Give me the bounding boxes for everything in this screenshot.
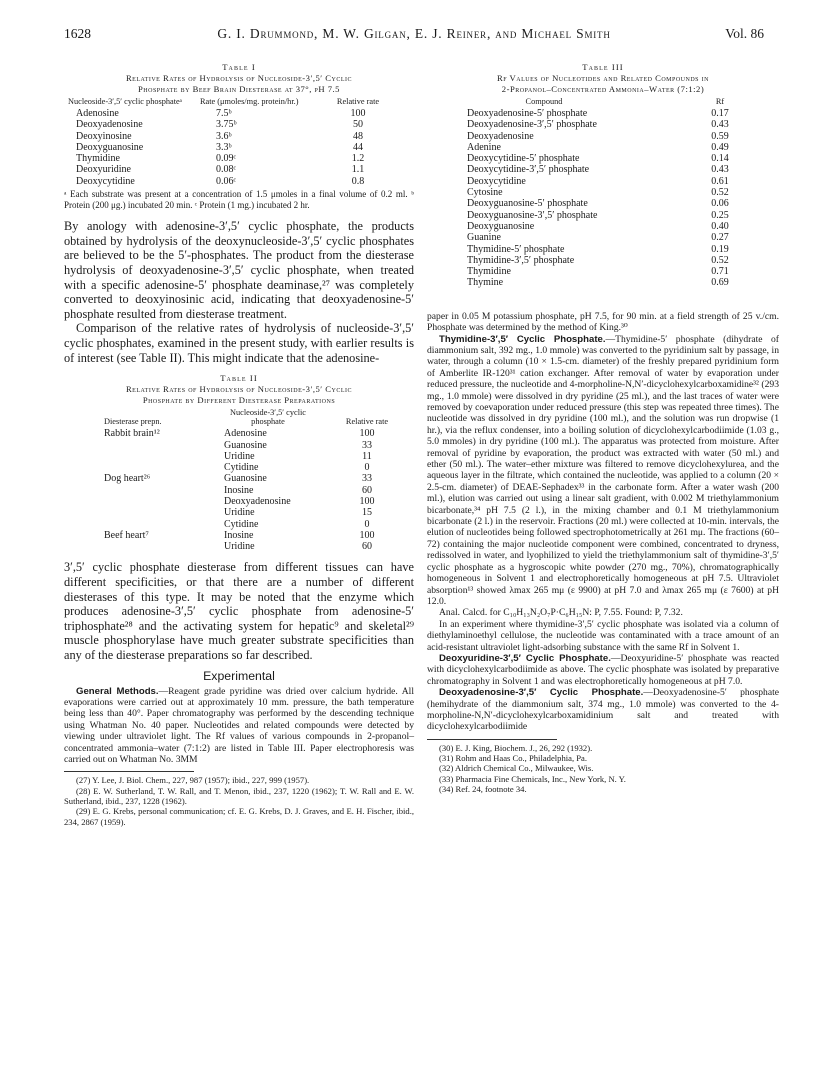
footnote-31: (31) Rohm and Haas Co., Philadelphia, Pa. xyxy=(439,753,587,764)
table-2-col-relative: Relative rate xyxy=(345,417,389,427)
table-cell: 100 xyxy=(359,529,375,541)
table-cell: Deoxyguanosine xyxy=(76,141,144,153)
footnote-divider xyxy=(64,771,194,772)
table-cell: 0.40 xyxy=(711,220,729,232)
table-row xyxy=(64,428,414,439)
table-cell: 100 xyxy=(359,428,375,440)
table-cell: Thymidine-5′ phosphate xyxy=(467,243,565,255)
table-cell: Deoxyuridine xyxy=(76,164,131,176)
table-cell xyxy=(64,440,216,451)
table-cell: 3.6ᵇ xyxy=(216,130,232,142)
table-row xyxy=(64,462,414,473)
table-row xyxy=(64,119,414,130)
footnote-divider xyxy=(427,739,557,740)
table-cell: Cytosine xyxy=(467,187,503,199)
table-cell: 0 xyxy=(364,462,370,474)
table-cell: 0.71 xyxy=(711,266,729,278)
page-number: 1628 xyxy=(64,26,91,41)
table-2 xyxy=(64,373,414,552)
table-3-grid xyxy=(427,97,779,289)
table-cell: 0.17 xyxy=(711,108,729,119)
table-cell: 0.43 xyxy=(711,119,729,131)
volume-label: Vol. 86 xyxy=(725,26,764,41)
table-cell: 0.08ᶜ xyxy=(216,164,237,176)
thymidine-heading: Thymidine-3′,5′ Cyclic Phosphate. xyxy=(439,333,606,345)
table-cell xyxy=(64,485,216,496)
paragraph-deoxyadenosine xyxy=(427,687,779,733)
table-cell: 0.06ᶜ xyxy=(216,175,237,187)
table-1-grid xyxy=(64,97,414,187)
table-row xyxy=(427,277,779,288)
paragraph-comparison: Comparison of the relative rates of hydrolysis of nucleoside-3′,5′ cyclic phosphates, examined in the present study, with earlier results is of interest (see Table II). This might indicate that the adenosine- xyxy=(64,321,414,365)
table-cell: 0.61 xyxy=(711,175,729,187)
experimental-continued xyxy=(427,311,779,733)
table-cell: Adenosine xyxy=(76,108,119,119)
table-cell xyxy=(64,451,216,462)
table-3-title xyxy=(427,73,779,95)
right-column xyxy=(427,62,779,794)
table-cell: 0.69 xyxy=(711,277,729,289)
table-row xyxy=(427,176,779,187)
table-row xyxy=(64,153,414,164)
table-cell: 48 xyxy=(353,130,363,142)
table-row xyxy=(427,244,779,255)
table-cell: 33 xyxy=(362,439,372,451)
table-1-title-line-1: Relative Rates of Hydrolysis of Nucleoside-3′,5′ Cyclic xyxy=(125,73,353,83)
table-cell: 0.27 xyxy=(711,232,729,244)
table-cell: 44 xyxy=(353,141,363,153)
table-1-col-nucleoside: Nucleoside-3′,5′ cyclic phosphateᵃ xyxy=(68,97,182,106)
table-cell: Deoxycytidine-5′ phosphate xyxy=(467,153,580,165)
table-cell: Deoxyguanosine xyxy=(467,220,535,232)
table-cell: 33 xyxy=(362,473,372,485)
table-cell: Dog heart²⁶ xyxy=(104,473,151,485)
table-cell: 1.1 xyxy=(351,164,365,176)
table-row xyxy=(64,496,414,507)
table-row xyxy=(64,530,414,541)
table-row xyxy=(427,142,779,153)
table-cell: Cytidine xyxy=(224,462,259,474)
table-cell: 100 xyxy=(359,495,375,507)
table-1-title-line-2: Phosphate by Beef Brain Diesterase at 37°, pH 7.5 xyxy=(138,84,340,94)
table-row xyxy=(427,187,779,198)
table-row xyxy=(427,164,779,175)
table-cell: 11 xyxy=(362,450,372,462)
table-3-caption: Table III xyxy=(582,62,624,72)
table-row xyxy=(427,266,779,277)
table-row xyxy=(64,440,414,451)
table-cell xyxy=(64,507,216,518)
deoxyadenosine-heading: Deoxyadenosine-3′,5′ Cyclic Phosphate. xyxy=(439,687,644,699)
table-row xyxy=(64,473,414,484)
table-1-title xyxy=(64,73,414,95)
table-cell: 0.52 xyxy=(711,254,729,266)
deoxyuridine-text: —Deoxyuridine-5′ phosphate was reacted with dicyclohexylcarbodiimide as above. The cyclic phosphate was isolated by preparative chromatography in Solvent 1 and was electrophoretically homogeneous at pH 7.0. xyxy=(427,652,779,687)
table-cell: 0.8 xyxy=(351,175,365,187)
table-row xyxy=(427,119,779,130)
table-row xyxy=(427,210,779,221)
table-cell: 100 xyxy=(350,108,366,119)
table-cell: 50 xyxy=(353,119,363,131)
table-cell: 3.75ᵇ xyxy=(216,119,237,131)
table-2-title-line-1: Relative Rates of Hydrolysis of Nucleoside-3′,5′ Cyclic xyxy=(125,384,353,395)
table-1-col-relative: Relative rate xyxy=(336,97,380,106)
section-heading-experimental: Experimental xyxy=(203,668,275,683)
table-cell: Deoxyadenosine-3′,5′ phosphate xyxy=(467,119,597,131)
table-2-col-nucleoside: Nucleoside-3′,5′ cyclic phosphate xyxy=(230,408,306,427)
table-2-col-prepn: Diesterase prepn. xyxy=(104,417,162,427)
table-cell: 0.09ᶜ xyxy=(216,153,237,165)
running-head xyxy=(64,26,764,44)
table-3 xyxy=(427,62,779,289)
table-cell: Deoxycytidine xyxy=(467,175,526,187)
table-row xyxy=(427,221,779,232)
footnote-28: (28) E. W. Sutherland, T. W. Rall, and T. Menon, ibid., 237, 1220 (1962); T. W. Rall and E. W. Sutherland, ibid., 237, 1228 (1962). xyxy=(64,785,414,807)
table-cell: 0.25 xyxy=(711,209,729,221)
table-cell xyxy=(64,519,216,530)
table-cell: 0.14 xyxy=(711,153,729,165)
paragraph-deoxyuridine xyxy=(427,653,779,687)
left-footnotes xyxy=(64,775,414,826)
table-cell: Thymidine xyxy=(76,153,120,165)
table-cell: 60 xyxy=(362,484,372,496)
table-cell xyxy=(64,541,216,552)
table-cell: Uridine xyxy=(224,507,255,519)
table-row xyxy=(427,108,779,119)
table-cell: 0.06 xyxy=(711,198,729,210)
footnote-34: (34) Ref. 24, footnote 34. xyxy=(439,783,527,794)
table-2-title-line-2: Phosphate by Different Diesterase Preparations xyxy=(142,395,336,406)
table-cell: 7.5ᵇ xyxy=(216,108,232,119)
table-2-caption: Table II xyxy=(220,373,258,384)
table-cell: Uridine xyxy=(224,541,255,553)
deoxyuridine-heading: Deoxyuridine-3′,5′ Cyclic Phosphate. xyxy=(439,652,611,664)
general-methods-text: —Reagent grade pyridine was dried over calcium hydride. All evaporations were carried out at approximately 10 mm. pressure, the bath temperature being less than 40°. Paper chromatography was performed by the descending technique using Whatman No. 40 paper. Nucleotides and related compounds were detected by viewing under ultraviolet light. The Rf values of various compounds in 2-propanol–concentrated ammonia–water (7:1:2) are listed in Table III. Paper electrophoresis was carried out on Whatman No. 3MM xyxy=(64,685,415,766)
table-cell: Deoxyadenosine xyxy=(467,130,534,142)
table-cell: 0.19 xyxy=(711,243,729,255)
table-row xyxy=(64,108,414,119)
table-cell: Uridine xyxy=(224,450,255,462)
table-cell: 0.43 xyxy=(711,164,729,176)
table-row xyxy=(427,198,779,209)
table-cell xyxy=(64,496,216,507)
footnote-27: (27) Y. Lee, J. Biol. Chem., 227, 987 (1957); ibid., 227, 999 (1957). xyxy=(76,775,310,786)
paragraph-specificities: 3′,5′ cyclic phosphate diesterase from different tissues can have different specificities, or that there are a number of different diesterases of this type. It may be noted that the enzyme which produces adenosine-3′,5′ cyclic phosphate from adenosine-5′ triphosphate²⁸ and the activating system for hepatic⁹ and skeletal²⁹ muscle phosphorylase have much greater substrate specificities than any of the diesterase preparations so far described. xyxy=(64,560,414,663)
table-row xyxy=(427,232,779,243)
table-1-col-rate: Rate (μmoles/mg. protein/hr.) xyxy=(200,97,299,106)
table-row xyxy=(64,485,414,496)
table-cell: Deoxyadenosine xyxy=(76,119,143,131)
table-cell: Guanosine xyxy=(224,439,267,451)
running-head-authors: G. I. Drummond, M. W. Gilgan, E. J. Reiner, and Michael Smith xyxy=(217,26,611,41)
table-cell: Thymine xyxy=(467,277,504,289)
table-cell: Deoxyinosine xyxy=(76,130,132,142)
table-row xyxy=(427,255,779,266)
paragraph-products: By anology with adenosine-3′,5′ cyclic phosphate, the products obtained by hydrolysis of the deoxynucleoside-3′,5′ cyclic phosphates are believed to be the 5′-phosphates. The product from the diesterase hydrolysis of deoxyadenosine-3′,5′ cyclic phosphate, when treated with a specific adenosine-5′ phosphate deaminase,²⁷ was completely converted to deoxyinosinic acid, indicating that deoxyadenosine-5′ phosphate resulted from diesterase treatment. xyxy=(64,219,414,321)
table-cell: 60 xyxy=(362,541,372,553)
table-cell: Deoxycytidine xyxy=(76,175,135,187)
left-column xyxy=(64,62,414,827)
table-row xyxy=(64,451,414,462)
table-cell: 15 xyxy=(362,507,372,519)
table-3-col-compound: Compound xyxy=(525,97,563,106)
table-cell: Inosine xyxy=(224,529,254,541)
footnote-29: (29) E. G. Krebs, personal communication; cf. E. G. Krebs, D. J. Graves, and E. H. Fischer, ibid., 234, 2867 (1959). xyxy=(64,806,414,827)
general-methods-heading: General Methods. xyxy=(76,685,159,697)
table-cell: Deoxyguanosine-3′,5′ phosphate xyxy=(467,209,598,221)
table-2-grid xyxy=(64,408,414,552)
table-cell: Inosine xyxy=(224,484,254,496)
table-1 xyxy=(64,62,414,210)
footnote-33: (33) Pharmacia Fine Chemicals, Inc., New York, N. Y. xyxy=(439,773,626,784)
table-row xyxy=(64,142,414,153)
table-cell: Deoxyguanosine-5′ phosphate xyxy=(467,198,588,210)
table-cell: Guanosine xyxy=(224,473,267,485)
paragraph-general-methods xyxy=(64,686,414,766)
right-footnotes xyxy=(427,743,779,794)
deoxyadenosine-text: —Deoxyadenosine-5′ phosphate (hemihydrate of the diammonium salt, 374 mg., 1.0 mmole) was converted to the 4-morpholine-N,N′-dicyclohexylcarboxamidinium salt and treated with dicyclohexylcarbodiimide xyxy=(427,687,779,733)
table-cell: 1.2 xyxy=(351,153,365,165)
table-cell: Deoxyadenosine xyxy=(224,495,291,507)
table-row xyxy=(64,131,414,142)
table-3-title-line-2: 2-Propanol–Concentrated Ammonia–Water (7:1:2) xyxy=(501,84,705,94)
table-cell: Adenine xyxy=(467,141,501,153)
table-row xyxy=(64,519,414,530)
table-row xyxy=(427,153,779,164)
table-2-title xyxy=(64,384,414,406)
footnote-30: (30) E. J. King, Biochem. J., 26, 292 (1932). xyxy=(439,742,593,753)
table-row xyxy=(64,176,414,187)
table-cell: 3.3ᵇ xyxy=(216,141,232,153)
table-cell: Beef heart⁷ xyxy=(104,529,149,541)
table-cell: Adenosine xyxy=(224,428,267,440)
table-cell: Rabbit brain¹² xyxy=(104,428,160,440)
table-cell: Deoxycytidine-3′,5′ phosphate xyxy=(467,164,590,176)
table-row xyxy=(64,541,414,552)
table-row xyxy=(64,164,414,175)
table-cell: 0 xyxy=(364,518,370,530)
paragraph-deae-experiment: In an experiment where thymidine-3′,5′ cyclic phosphate was isolated via a column of diethylaminoethyl cellulose, the nucleotide was contaminated with a trace amount of an acid-resistant ultraviolet light-adsorbing substance with the same Rf in Solvent 1. xyxy=(427,618,779,653)
table-cell: 0.59 xyxy=(711,130,729,142)
table-cell: Cytidine xyxy=(224,518,259,530)
paragraph-thymidine xyxy=(427,334,779,608)
table-3-col-rf: Rf xyxy=(715,97,725,106)
table-1-footnote: ᵃ Each substrate was present at a concentration of 1.5 μmoles in a final volume of 0.2 ml. ᵇ Protein (200 μg.) incubated 20 min. ᶜ Protein (1 mg.) incubated 2 hr. xyxy=(64,189,414,210)
table-row xyxy=(427,131,779,142)
table-cell: Guanine xyxy=(467,232,501,244)
table-cell: Thymidine xyxy=(467,266,511,278)
table-cell: 0.49 xyxy=(711,141,729,153)
table-row xyxy=(64,507,414,518)
table-cell xyxy=(64,462,216,473)
paragraph-analysis: Anal. Calcd. for C₁₀H₁₃N₂O₇P·C₆H₁₅N: P, 7.55. Found: P, 7.32. xyxy=(439,607,683,619)
table-3-title-line-1: Rf Values of Nucleotides and Related Compounds in xyxy=(497,73,709,83)
table-1-caption: Table I xyxy=(222,62,256,72)
footnote-32: (32) Aldrich Chemical Co., Milwaukee, Wis. xyxy=(439,763,594,774)
paragraph-electrophoresis: paper in 0.05 M potassium phosphate, pH 7.5, for 90 min. at a field strength of 25 v./cm. Phosphate was determined by the method of King.³⁰ xyxy=(427,310,779,334)
table-cell: 0.52 xyxy=(711,187,729,199)
thymidine-text: —Thymidine-5′ phosphate (dihydrate of diammonium salt, 392 mg., 1.0 mmole) was converted to the pyridinium salt by passage, in water, through a column (10 × 1.5-cm. diameter) of the freshly prepared pyridinium form of Amberlite IR-120³¹ cation exchanger. After removal of water by evaporation under reduced pressure, the nucleotide and 4-morpholine-N,N′-dicyclohexylcarboxamidine³² (293 mg., 1.0 mmole) were dissolved in dry pyridine (25 ml.), and the last traces of water were removed by coevaporation under reduced pressure (this step was repeated three times). The nucleotide was dissolved in dry pyridine (100 ml.), and the solution was run dropwise (1 hr.), via the reflux condenser, into a boiling solution of dicyclohexylcarbodiimide (1.03 g., 5.0 mmoles) in dry pyridine (100 ml.). The apparatus was protected from moisture. After removal of pyridine by evaporation, the product was extracted with water (50 ml.) and ether (50 ml.). The water–ether mixture was filtered to remove dicyclohexylurea, and the aqueous layer in the filtrate, which contained the nucleotide, was applied to a column (20 × 2.5-cm. diameter) of DEAE-Sephadex³³ in the carbonate form. After a water wash (200 ml.), elution was carried out using a linear salt gradient, with 0.002 M triethylammonium bicarbonate,³⁴ pH 7.5 (2 l.), in the mixing chamber and 0.1 M triethylammonium bicarbonate (2 l.) in the reservoir. Fractions (20 ml.) were collected at 10-min. intervals, the elution of nucleotides being followed spectrophotometrically at 261 mμ. The fractions (60–72) containing the major nucleotide component were combined, concentrated to dryness, redissolved in water, and lyophilized to yield the triethylammonium salt of thymidine-3′,5′ cyclic phosphate as a hygroscopic white powder (270 mg., 70%), chromatographically homogeneous in Solvent 1 and electrophoretically homogeneous at pH 7.5. Ultraviolet absorption¹³ showed λmax 265 mμ (ε 9900) at pH 7.0 and λmax 265 mμ (ε 7600) at pH 12.0. xyxy=(427,333,779,607)
table-cell: Deoxyadenosine-5′ phosphate xyxy=(467,108,588,119)
table-cell: Thymidine-3′,5′ phosphate xyxy=(467,254,575,266)
